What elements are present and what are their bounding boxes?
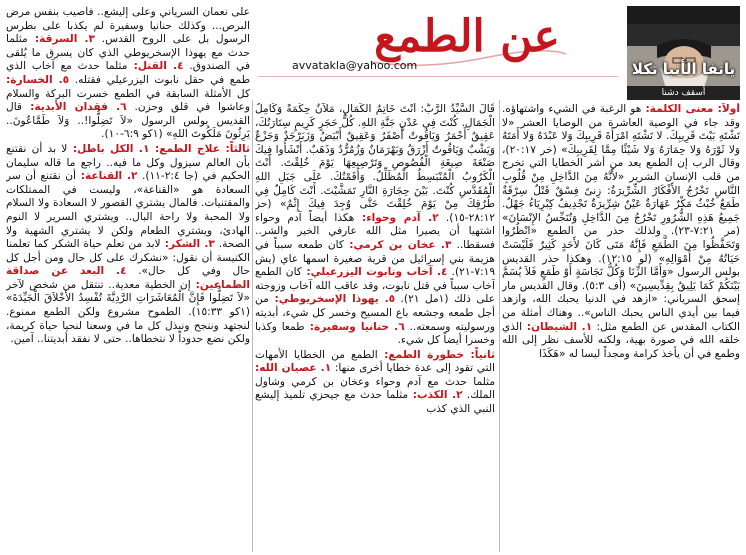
article-title: عن الطمع [374, 11, 560, 62]
body-text: كان طمعه سبباً في هزيمة بني إسرائيل من قرية صغيرة اسمها عاي (يش ٧:١٩-٢١). [255, 238, 495, 279]
body-text: على نعمان السرياني وعلى إليشع.. فأصيب بنفس مرض البرص... وكذلك حنانيا وسفيرة لم يكذبا على بطرس الرسول بل على الروح القدس. [6, 6, 250, 46]
paragraph [255, 349, 495, 417]
text-column-left [6, 6, 250, 553]
column-divider [499, 100, 500, 552]
body-text: مثلما حدث مع آخاب الذي طمع في حقل نابوت اليزرعيلي فقتله. [6, 60, 250, 86]
section-heading: أولاً: معنى الكلمة: [645, 103, 740, 115]
body-text: قَالَ السَّيِّدُ الرَّبُّ: أَنْتَ خَاتِمُ الْكَمَالِ، مَلآنٌ حِكْمَةً وَكَامِلُ الْجَمَالِ. كُنْتَ فِي عَدْنٍ جَنَّةِ اللهِ. كُلُّ حَجَرٍ كَرِيمٍ سِتَارَتُكَ، عَقِيقٌ أَحْمَرُ وَيَاقُوتٌ أَصْفَرُ وَعَقِيقٌ أَبْيَضُ وَزَبَرْجَدٌ وَجَزْعٌ وَيَشْبٌ وَيَاقُوتٌ أَزْرَقُ وَبَهْرَمَانٌ وَزُمُرُّدٌ وَذَهَبٌ. أَنْشَأُوا فِيكَ صَنْعَةَ صِيغَةِ الْفُصُوصِ وَتَرْصِيعِهَا يَوْمَ خُلِقْتَ. أَنْتَ الْكَرُوبُ الْمُنْبَسِطُ الْمُظَلِّلُ. وَأَقَمْتُكَ. عَلَى جَبَلِ اللهِ الْمُقَدَّسِ كُنْتَ. بَيْنَ حِجَارَةِ النَّارِ تَمَشَّيْتَ. أَنْتَ كَامِلٌ فِي طُرُقِكَ مِنْ يَوْمَ خُلِقْتَ حَتَّى وُجِدَ فِيكَ إِثْمٌ» (حز ٢٨:١٢-١٥). [255, 103, 495, 224]
section-heading: ٦. فقدان الأبدية: [22, 101, 127, 114]
section-heading: ٤. آخاب ونابوت اليزرعيلي: [301, 266, 448, 279]
text-column-middle [255, 103, 495, 553]
body-text: الطمع من الخطايا الأمهات التي تقود إلى عدة خطايا أخرى منها: [255, 348, 495, 375]
body-text: لا بد أن نقتنع بأن العالم سيزول وكل ما فيه.. راجع ما قاله سليمان الحكيم في (جا ٢:٤-١١). [6, 142, 250, 183]
section-heading: ٣. عخان بن كرمي: [343, 238, 452, 251]
section-heading: ٣. الشكر: [160, 238, 215, 251]
text-column-right [502, 103, 740, 553]
section-heading: ٤. القتل: [127, 60, 184, 73]
paragraph [255, 103, 495, 348]
paragraph [6, 143, 250, 347]
section-heading: ٣. السرقة: [27, 33, 96, 46]
body-text: مثلما حدث مع جيحزي تلميذ إليشع النبي الذي كذب [255, 389, 495, 416]
body-text: من أجل طمعه وجشعه باع المسيح وخسر كل شيء، أبديته ورسوليته وسمعته.. [255, 293, 495, 333]
body-text: مثلما حدث مع يهوذا الإسخريوطي الذي كان يسرق ما يُلقى في الصندوق. [6, 33, 250, 73]
section-heading: ٥. يهوذا الإسخريوطي: [268, 293, 396, 306]
body-text: لابد من تعلم حياة الشكر كما تعلمنا الكنيسة أن نقول: «نشكرك على كل حال ومن أجل كل حال وفي كل حال». [6, 238, 250, 278]
body-text: أن نقتنع أن سر السعادة هو «القناعة»، وليست في الممتلكات والمقتنيات. فالمال يشتري القصور لا السعادة ولا السلام ولا المحبة ولا راحة البال.. ويشتري السرير لا النوم الهادئ، ويشتري الطعام ولكن لا يشتري الشهية ولا الصحة. [6, 170, 250, 251]
body-text: كل الأمثلة السابقة في الطمع خسرت البركة والسلام وعاشوا في قلق وحزن. [6, 87, 250, 114]
body-text: كان الطمع آخاب سبباً في قتل نابوت، وقد عاقب الله آخاب وزوجته على ذلك (١مل ٢١). [255, 266, 495, 306]
body-text: هكذا أيضاً آدم وحواء اشتهيا أن يصيرا مثل الله عارفي الخير والشر.. فسقطا.. [255, 211, 495, 251]
body-text: قال القديس بولس الرسول «لاَ تَضِلُّوا!.. وَلاَ طَمَّاعُونَ.. يَرِثُونَ مَلَكُوتَ اللهِ» (١كو ٦:٩-١٠). [6, 101, 250, 141]
body-text: هو الرغبة في الشيء واشتهاؤه. وقد جاء في الوصية العاشرة من الوصايا العشر «لا تَشْتَهِ بَيْتَ قَرِيبِكَ. لا تَشْتَهِ امْرَأَةَ قَرِيبِكَ وَلا عَبْدَهُ وَلا أَمَتَهُ وَلا ثَوْرَهُ وَلا حِمَارَهُ وَلا شَيْئًا مِمَّا لِقَرِيبِكَ» (خر ٢٠:١٧)، وقال الرب إن الطمع يعد من أشر الخطايا التي تخرج من قلب الإنسان الشرير «لأَنَّهُ مِنَ الدَّاخِلِ مِنْ قُلُوبِ النَّاسِ تَخْرُجُ الأَفْكَارُ الشِّرِّيرَةُ: زِنىً فِسْقٌ قَتْلٌ سِرْقَةٌ طَمَعٌ خُبْثٌ مَكْرٌ عَهَارَةٌ عَيْنٌ شِرِّيرَةٌ تَجْدِيفٌ كِبْرِيَاءُ جَهْلٌ. جَمِيعُ هَذِهِ الشُّرُورِ تَخْرُجُ مِنَ الدَّاخِلِ وَتُنَجِّسُ الإِنْسَانَ» (مر ٧:٢١-٢٣). ولذلك حذر من الطمع «انْظُرُوا وَتَحَفَّظُوا مِنَ الطَّمَعِ فَإِنَّهُ مَتَى كَانَ لأَحَدٍ كَثِيرٌ فَلَيْسَتْ حَيَاتُهُ مِنْ أَمْوَالِهِ» (لو ١٢:١٥). وهكذا حذر القديس بولس الرسول «وَأَمَّا الزِّنَا وَكُلُّ نَجَاسَةٍ أَوْ طَمَعٍ فَلاَ يُسَمَّ بَيْنَكُمْ كَمَا يَلِيقُ بِقِدِّيسِينَ» (أف ٥:٣). وقال القديس مار إسحق السرياني: «ازهد في الدنيا يحبك الله، وازهد فيما بين أيدي الناس يحبك الناس».. وهناك أمثلة من الكتاب المقدس عن الطمع مثل: [502, 103, 740, 333]
section-heading: ثالثاً: علاج الطمع: ١. الكل باطل: [67, 142, 250, 155]
section-heading: ٢. الكذب: [408, 389, 463, 402]
body-text: الذي خلقه الله في صورة بهية، ولكنه للأسف نظر إلى الله وطمع في أن يأخذ كرامة ومجداً ليسا له «هَكَذَا [502, 320, 740, 360]
section-heading: ١. الشيطان: [522, 320, 593, 333]
body-text: طمعا وكذبا وخسرا أيضاً كل شيء. [255, 320, 495, 347]
photo-top-band [627, 6, 740, 26]
section-heading: ٦. حنانيا وسفيرة: [304, 320, 405, 333]
section-heading: ٢. آدم وحواء: [354, 211, 439, 224]
author-name: يانفا الأنبا تكلا [631, 60, 736, 78]
paragraph [502, 103, 740, 361]
section-heading: ٢. القناعة: [75, 170, 138, 183]
section-heading: ٤. البعد عن صداقة الطماعين: [6, 265, 250, 291]
body-text: مثلما حدث مع آدم وحواء وعخان بن كرمي وشاول الملك. [255, 375, 495, 402]
column-divider [252, 100, 253, 552]
section-heading: ١. عصيان الله: [255, 362, 332, 375]
author-role: أسقف دشنا [627, 86, 740, 100]
body-text: إن الخطية معدية.. تنتقل من شخص لآخر «لاَ تَضِلُّوا فَإِنَّ الْمُعَاشَرَاتِ الرَّدِيَّةَ تُفْسِدُ الأَخْلاَقَ الْجَيِّدَةَ» (١كو ١٥:٣٣). الطموح مشروع ولكن الطمع ممنوع. لنجتهد وننجح ونبذل كل ما في وسعنا لنحيا حياة كريمة، ولكن نضع حدوداً لا نتخطاها.. حتى لا نفقد أبديتنا.. آمين. [6, 278, 250, 346]
section-heading: ٥. الخسارة: [6, 73, 70, 86]
author-email: avvatakla@yahoo.com [292, 59, 418, 72]
header-divider [258, 76, 618, 77]
section-heading: ثانياً: خطورة الطمع: [377, 348, 495, 361]
paragraph [6, 6, 250, 142]
